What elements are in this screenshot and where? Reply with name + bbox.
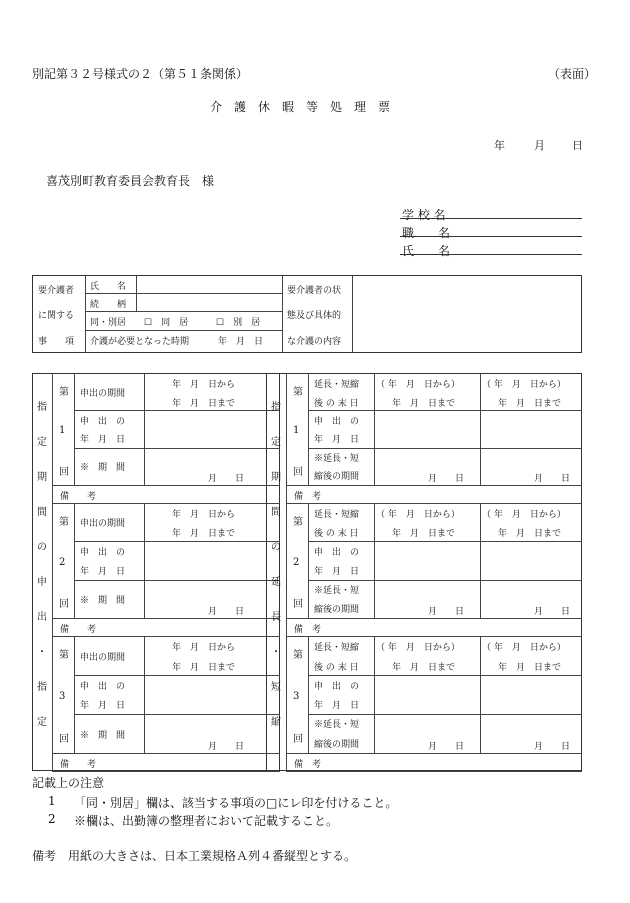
right-block-1-extB-value[interactable]: 月 日 [534, 474, 571, 484]
left-side-char-8: 指 [37, 682, 47, 693]
cohabit-checkbox[interactable]: ☐ 同 居 [144, 318, 189, 328]
left-block-3-req-2: 年 月 日 [80, 700, 126, 711]
left-block-3-period2-value[interactable]: 月 日 [208, 742, 245, 752]
right-block-2-colB-to[interactable]: 年 月 日まで [498, 529, 562, 540]
right-block-2-extB-value[interactable]: 月 日 [534, 607, 571, 617]
right-block-1-extA-value[interactable]: 月 日 [428, 474, 465, 484]
left-side-char-4: の [37, 542, 47, 553]
page-title: 介 護 休 暇 等 処 理 票 [210, 100, 391, 114]
right-block-2-colA-from[interactable]: （ 年 月 日から） [376, 510, 460, 520]
right-block-2-dai: 第 [293, 517, 303, 528]
left-block-1-dai: 第 [59, 387, 69, 398]
care-row-needed-time: 介護が必要となった時期 [90, 337, 190, 347]
note-2-text: ※欄は、出勤簿の整理者において記載すること。 [74, 814, 339, 828]
left-block-1-remarks: 備 考 [60, 492, 97, 502]
right-block-1-ext-2: 後 の 末 日 [314, 398, 359, 409]
care-right-label-3: な介護の内容 [287, 337, 342, 347]
care-left-label-3: 事 項 [38, 337, 75, 347]
right-block-2-ext-1: 延長・短縮 [314, 510, 360, 520]
name-label: 氏 名 [402, 244, 451, 258]
right-side-char-9: 縮 [271, 717, 281, 728]
right-block-3-ext-1: 延長・短縮 [314, 643, 360, 653]
care-row-needed-date: 年 月 日 [218, 337, 264, 347]
right-side-char-3: 間 [271, 507, 281, 518]
right-block-2-num: 2 [293, 556, 300, 568]
left-block-3-kai: 回 [59, 733, 69, 745]
right-side-char-5: 延 [271, 577, 281, 588]
notes-heading: 記載上の注意 [32, 776, 105, 790]
left-block-1-period2-label: ※ 期 間 [80, 463, 126, 474]
right-block-2-colB-from[interactable]: （ 年 月 日から） [482, 510, 566, 520]
separate-checkbox[interactable]: ☐ 別 居 [216, 318, 261, 328]
right-block-3-extp-2: 縮後の期間 [314, 739, 360, 750]
left-block-2-num: 2 [59, 556, 66, 568]
right-block-3-remarks: 備 考 [294, 760, 322, 770]
right-side-char-4: の [271, 542, 281, 553]
right-block-1-req-2: 年 月 日 [314, 435, 360, 445]
right-block-1-colB-from[interactable]: （ 年 月 日から） [482, 380, 566, 390]
right-block-1-remarks: 備 考 [294, 492, 322, 502]
left-block-3-period-label: 申出の期間 [80, 652, 126, 663]
right-block-3-colA-to[interactable]: 年 月 日まで [392, 662, 456, 673]
right-block-2-extA-value[interactable]: 月 日 [428, 607, 465, 617]
right-block-2-req-2: 年 月 日 [314, 566, 360, 577]
right-side-char-8: 短 [271, 682, 281, 693]
right-block-3-num: 3 [293, 690, 300, 702]
left-block-1-period-label: 申出の期間 [80, 388, 126, 399]
left-block-3-req-1: 申 出 の [80, 682, 126, 692]
right-block-1-kai: 回 [293, 466, 303, 478]
left-block-2-req-2: 年 月 日 [80, 566, 126, 577]
left-block-1-to[interactable]: 年 月 日まで [172, 398, 236, 409]
left-side-char-0: 指 [37, 402, 47, 413]
form-id: 別記第３２号様式の２（第５１条関係） [32, 67, 249, 81]
side-label: （表面） [548, 67, 597, 81]
care-row-residence: 同・別居 [90, 318, 127, 328]
left-side-char-1: 定 [37, 437, 47, 448]
right-block-1-extp-2: 縮後の期間 [314, 472, 360, 483]
remarks-note: 備考 用紙の大きさは、日本工業規格Ａ列４番縦型とする。 [32, 849, 357, 863]
care-right-label-2: 態及び具体的 [287, 311, 342, 321]
left-block-3-dai: 第 [59, 650, 69, 661]
left-block-1-kai: 回 [59, 466, 69, 478]
right-block-3-req-1: 申 出 の [314, 682, 360, 692]
note-2-num: 2 [48, 812, 56, 826]
post-label: 職 名 [402, 226, 451, 240]
right-block-3-kai: 回 [293, 733, 303, 745]
date-month: 月 [534, 139, 545, 152]
left-side-char-7: ・ [37, 647, 47, 658]
right-block-2-colA-to[interactable]: 年 月 日まで [392, 529, 456, 540]
right-side-char-6: 長 [271, 612, 281, 623]
right-side-char-7: ・ [271, 647, 281, 658]
left-side-char-2: 期 [37, 472, 47, 483]
note-1-num: 1 [48, 794, 56, 808]
right-block-1-colB-to[interactable]: 年 月 日まで [498, 398, 562, 409]
right-block-2-extp-1: ※延長・短 [314, 585, 360, 596]
right-block-1-extp-1: ※延長・短 [314, 453, 360, 464]
care-right-label-1: 要介護者の状 [287, 286, 342, 296]
right-side-char-2: 期 [271, 472, 281, 483]
left-block-3-num: 3 [59, 690, 66, 702]
note-1-text: 「同・別居」欄は、該当する事項の□にレ印を付けること。 [74, 796, 398, 810]
care-row-name: 氏 名 [90, 282, 127, 292]
school-name-label: 学 校 名 [402, 208, 446, 222]
left-block-3-from[interactable]: 年 月 日から [172, 643, 236, 653]
right-block-2-req-1: 申 出 の [314, 548, 360, 559]
left-side-char-3: 間 [37, 507, 47, 518]
left-block-2-dai: 第 [59, 517, 69, 528]
right-block-3-extB-value[interactable]: 月 日 [534, 742, 571, 752]
right-block-2-extp-2: 縮後の期間 [314, 604, 360, 615]
left-block-1-period2-value[interactable]: 月 日 [208, 474, 245, 484]
left-block-2-req-1: 申 出 の [80, 548, 126, 559]
left-block-2-period-label: 申出の期間 [80, 519, 126, 530]
right-block-3-dai: 第 [293, 650, 303, 661]
right-block-1-num: 1 [293, 425, 300, 437]
left-block-1-num: 1 [59, 425, 66, 437]
name-line[interactable] [400, 254, 582, 255]
right-block-3-colB-to[interactable]: 年 月 日まで [498, 662, 562, 673]
left-block-2-from[interactable]: 年 月 日から [172, 510, 236, 520]
right-side-char-0: 指 [271, 402, 281, 413]
school-name-line[interactable] [400, 218, 582, 219]
left-block-2-remarks: 備 考 [60, 625, 97, 635]
right-block-2-ext-2: 後 の 末 日 [314, 529, 359, 540]
left-block-1-from[interactable]: 年 月 日から [172, 380, 236, 390]
care-row-relation: 続 柄 [90, 300, 127, 310]
right-block-1-colA-to[interactable]: 年 月 日まで [392, 398, 456, 409]
left-block-2-kai: 回 [59, 599, 69, 610]
left-table-border [32, 373, 280, 771]
left-block-3-to[interactable]: 年 月 日まで [172, 662, 236, 673]
left-block-3-period2-label: ※ 期 間 [80, 730, 126, 741]
left-block-2-to[interactable]: 年 月 日まで [172, 529, 236, 540]
right-block-3-colB-from[interactable]: （ 年 月 日から） [482, 643, 566, 653]
care-left-label-1: 要介護者 [38, 286, 75, 296]
left-side-char-9: 定 [37, 717, 47, 728]
date-day: 日 [572, 139, 583, 152]
right-block-3-req-2: 年 月 日 [314, 700, 360, 711]
left-side-char-6: 出 [37, 612, 47, 623]
left-block-2-period2-label: ※ 期 間 [80, 595, 126, 606]
right-block-1-ext-1: 延長・短縮 [314, 380, 360, 390]
left-block-2-period2-value[interactable]: 月 日 [208, 607, 245, 617]
right-block-1-req-1: 申 出 の [314, 417, 360, 428]
right-block-3-colA-from[interactable]: （ 年 月 日から） [376, 643, 460, 653]
date-year: 年 [494, 139, 505, 152]
right-block-3-extA-value[interactable]: 月 日 [428, 742, 465, 752]
right-side-char-1: 定 [271, 437, 281, 448]
right-block-3-ext-2: 後 の 末 日 [314, 662, 359, 673]
care-left-label-2: に関する [38, 311, 75, 321]
right-block-2-kai: 回 [293, 599, 303, 610]
right-block-2-remarks: 備 考 [294, 625, 322, 635]
right-block-1-dai: 第 [293, 387, 303, 398]
left-side-char-5: 申 [37, 577, 47, 588]
right-block-3-extp-1: ※延長・短 [314, 720, 360, 730]
left-block-1-req-1: 申 出 の [80, 417, 126, 428]
right-block-1-colA-from[interactable]: （ 年 月 日から） [376, 380, 460, 390]
post-line[interactable] [400, 236, 582, 237]
left-block-3-remarks: 備 考 [60, 760, 97, 770]
left-block-1-req-2: 年 月 日 [80, 435, 126, 445]
addressee: 喜茂別町教育委員会教育長 様 [46, 174, 215, 188]
